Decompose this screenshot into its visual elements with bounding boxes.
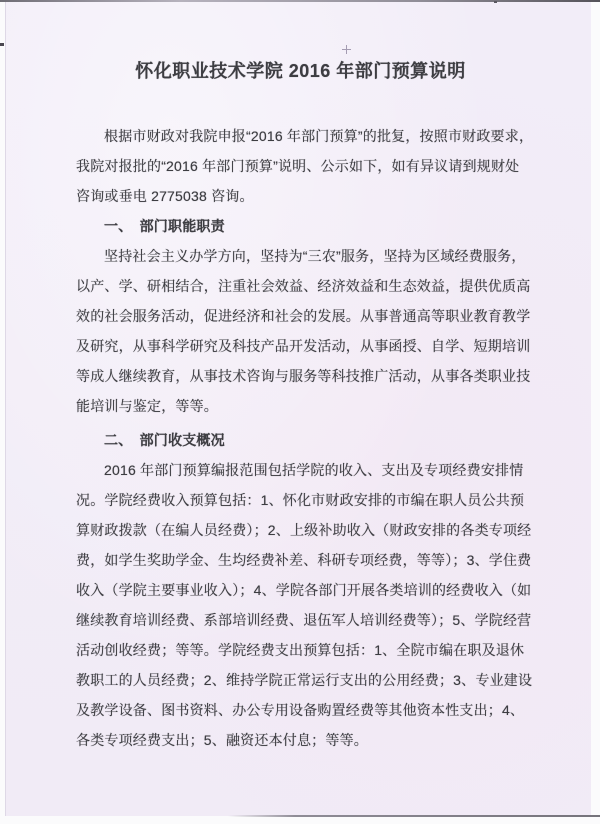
text-line: 及教学设备、图书资料、办公专用设备购置经费等其他资本性支出；4、	[76, 702, 525, 718]
intro-paragraph	[76, 121, 534, 211]
scanned-document-page	[5, 2, 591, 816]
text-line: 及研究，从事科学研究及科技产品开发活动，从事函授、自学、短期培训	[76, 338, 531, 354]
scan-artifact-left-tick	[0, 43, 4, 46]
scan-edge-bottom-line	[228, 815, 600, 817]
text-line: 活动创收经费；等等。学院经费支出预算包括：1、全院市编在职及退休	[76, 642, 525, 658]
document-content	[6, 2, 591, 755]
text-line: 效的社会服务活动，促进经济和社会的发展。从事普通高等职业教育教学	[76, 308, 531, 324]
section-budget-body	[76, 455, 533, 755]
section-duties-body	[76, 241, 531, 421]
document-title: 怀化职业技术学院 2016 年部门预算说明	[135, 61, 466, 81]
text-line: 根据市财政对我院申报“2016 年部门预算”的批复，按照市财政要求，	[104, 128, 534, 144]
text-line: 继续教育培训经费、系部培训经费、退伍军人培训经费等）；5、学院经营	[76, 612, 532, 628]
section-heading-budget-overview: 二、 部门收支概况	[104, 432, 225, 448]
text-line: 我院对报批的“2016 年部门预算”说明、公示如下，如有异议请到规财处	[76, 158, 520, 174]
text-line: 教职工的人员经费；2、维持学院正常运行支出的公用经费；3、专业建设	[76, 672, 533, 688]
text-line: 各类专项经费支出；5、融资还本付息；等等。	[76, 732, 368, 748]
scan-artifact-speck	[494, 1, 497, 3]
section-heading-duties: 一、 部门职能职责	[104, 218, 225, 234]
text-line: 2016 年部门预算编报范围包括学院的收入、支出及专项经费安排情	[104, 462, 524, 478]
text-line: 等成人继续教育，从事技术咨询与服务等科技推广活动，从事各类职业技	[76, 368, 531, 384]
text-line: 能培训与鉴定，等等。	[76, 398, 218, 414]
text-line: 况。学院经费收入预算包括：1、怀化市财政安排的市编在职人员公共预	[76, 492, 525, 508]
text-line: 算财政拨款（在编人员经费）；2、上级补助收入（财政安排的各类专项经	[76, 522, 532, 538]
scan-artifact-cross-mark	[342, 45, 351, 54]
text-line: 收入（学院主要事业收入）；4、学院各部门开展各类培训的经费收入（如	[76, 582, 532, 598]
scan-edge-top-line	[0, 0, 600, 2]
text-line: 费，如学生奖助学金、生均经费补差、科研专项经费，等等）；3、学住费	[76, 552, 532, 568]
cross-vertical-bar	[346, 45, 347, 54]
text-line: 以产、学、研相结合，注重社会效益、经济效益和生态效益，提供优质高	[76, 278, 531, 294]
text-line: 坚持社会主义办学方向，坚持为“三农”服务，坚持为区域经费服务，	[104, 248, 526, 264]
text-line: 咨询或垂电 2775038 咨询。	[76, 188, 254, 204]
